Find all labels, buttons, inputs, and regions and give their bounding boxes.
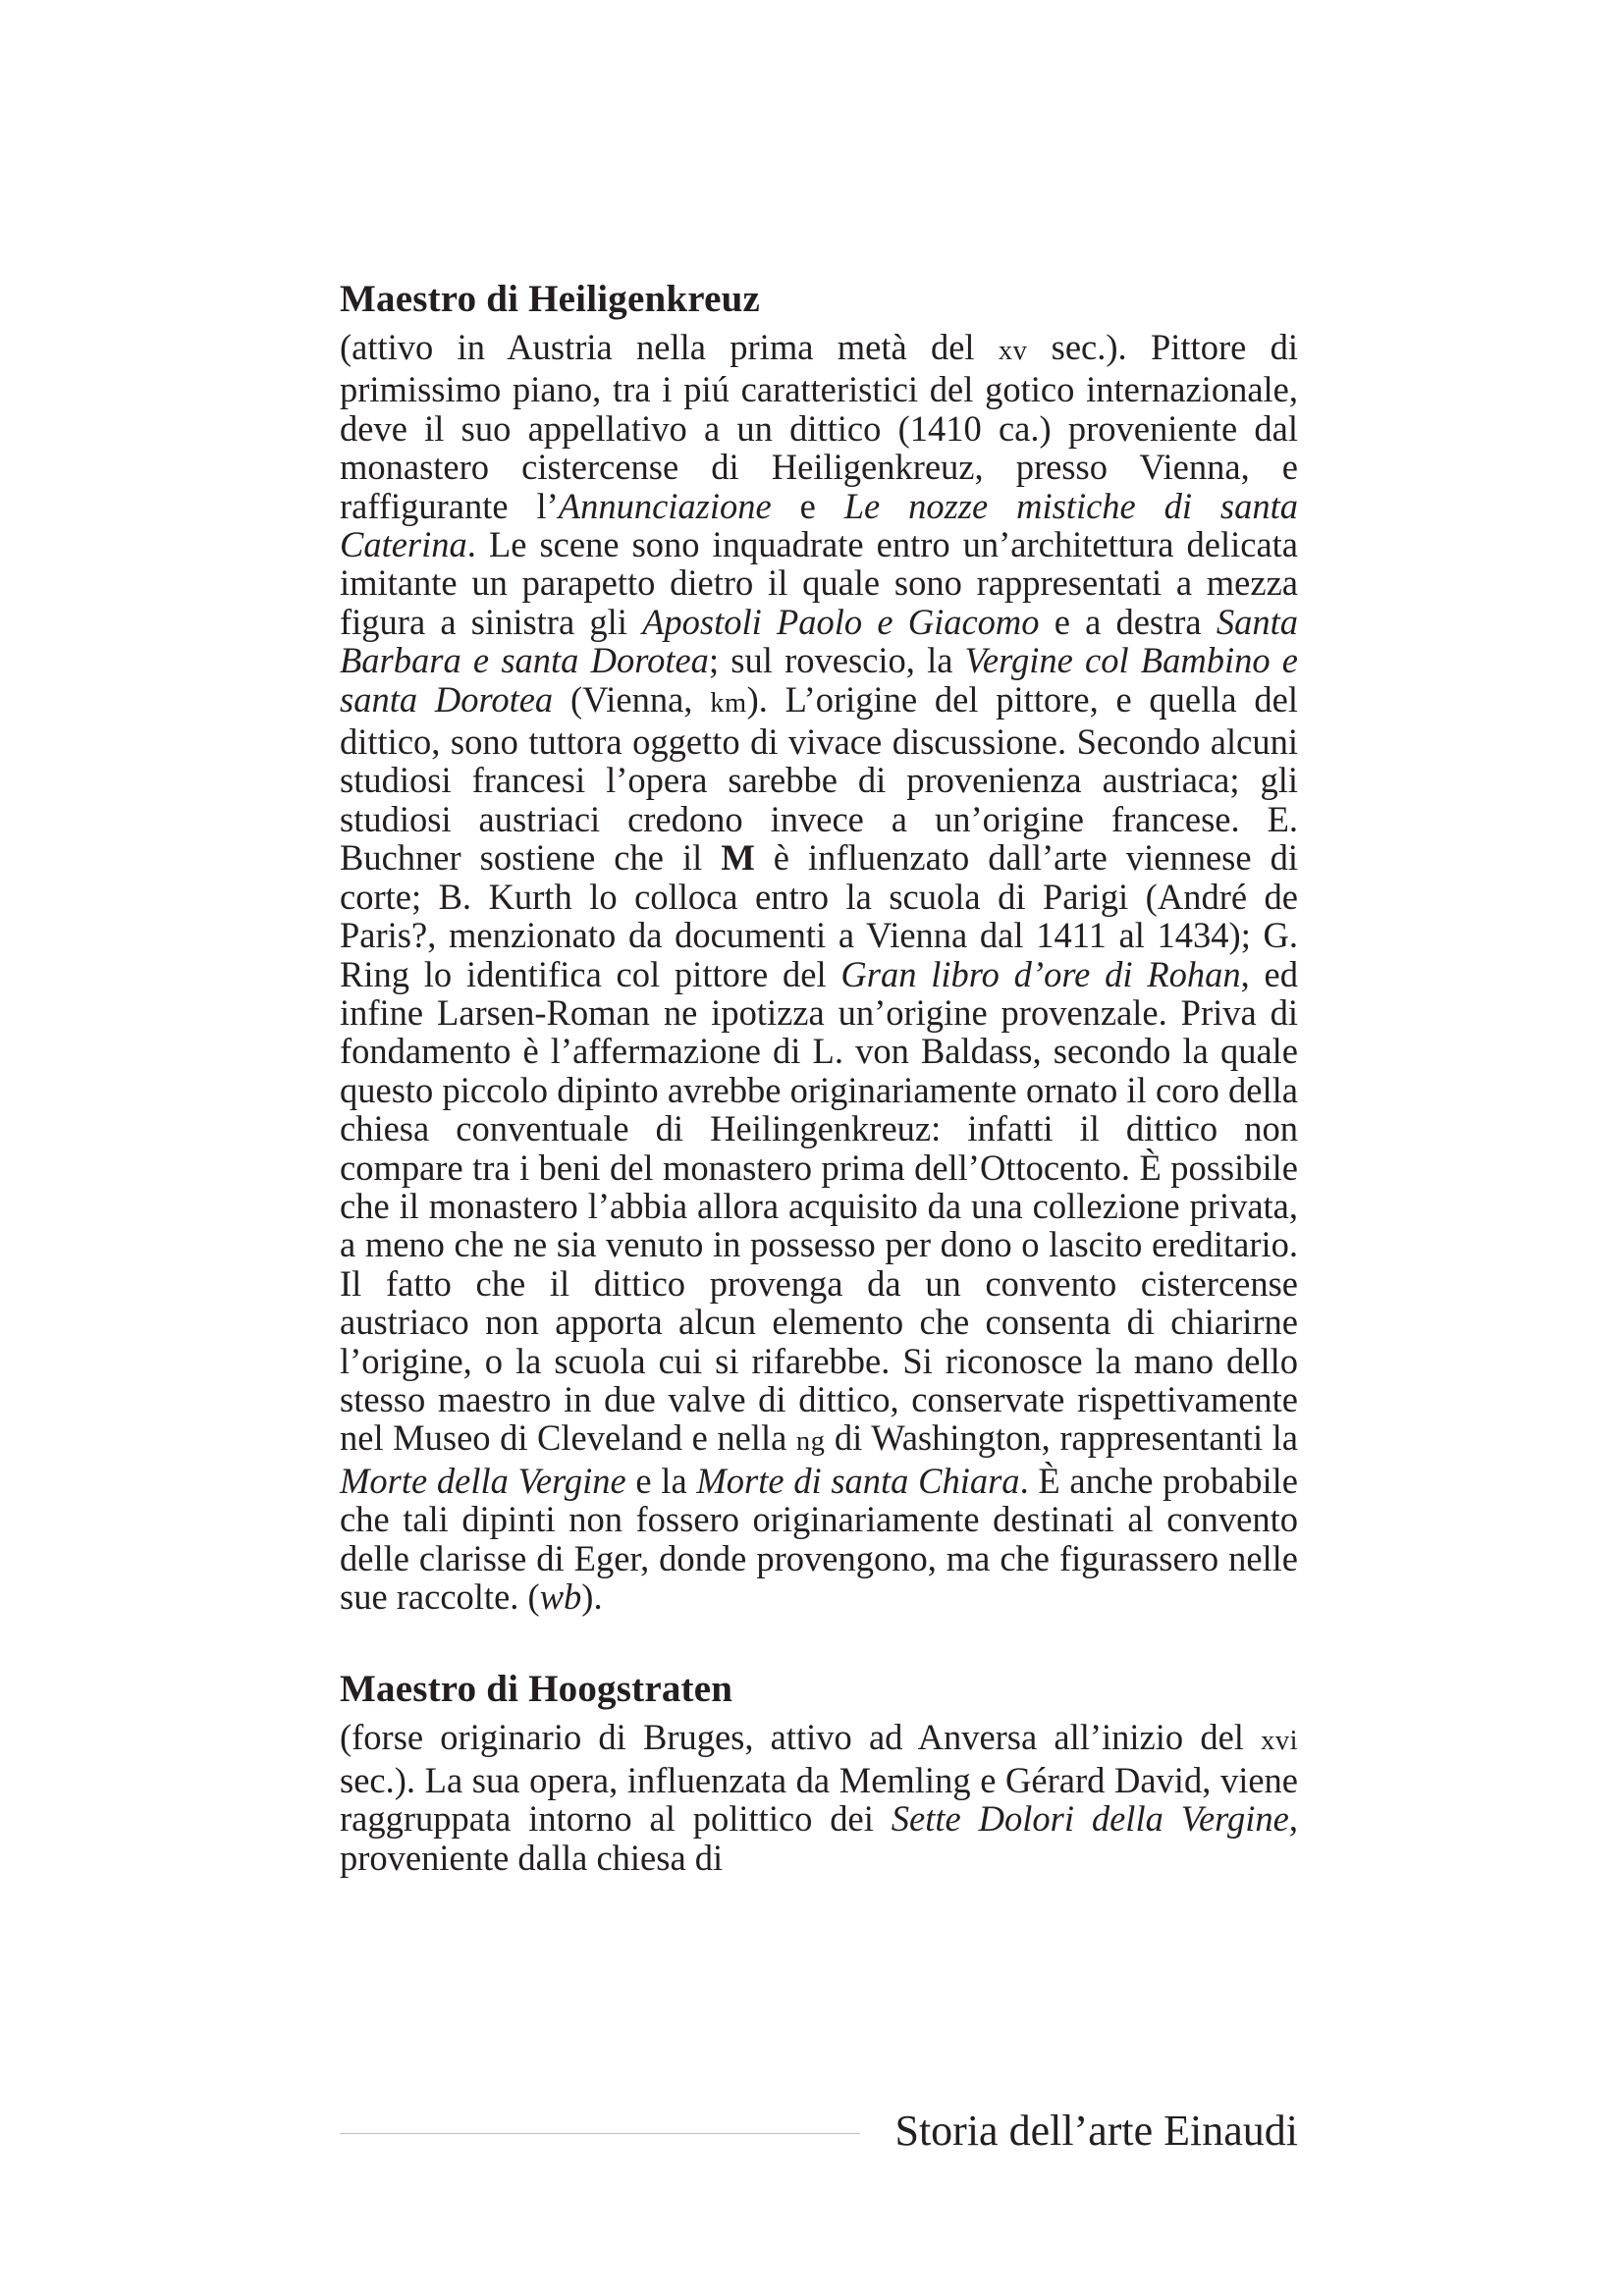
- text-run: Sette Dolori della Vergine: [891, 1798, 1289, 1840]
- text-run: ).: [581, 1576, 603, 1617]
- text-run: (Vienna,: [553, 678, 711, 720]
- text-run: (attivo in Austria nella prima metà del: [340, 327, 999, 367]
- text-run: Le nozze mistiche di santa Caterina: [340, 485, 1298, 565]
- text-run: km: [710, 687, 747, 719]
- text-run: è influenzato dall’arte viennese di corte; B. Kurth lo colloca entro la scuola di Parigi (André de Paris?, menzionato da documenti a Vienna dal 1411 al 1434); G. Ring lo identifica col pittore del: [340, 837, 1298, 994]
- page-content: [340, 275, 1298, 1877]
- text-run: Annunciazione: [558, 485, 772, 526]
- text-run: Santa Barbara e santa Dorotea: [340, 601, 1298, 681]
- text-run: di Washington, rappresentanti la: [825, 1417, 1298, 1459]
- entry-title: Maestro di Hoogstraten: [340, 1668, 733, 1711]
- text-run: . È anche probabile che tali dipinti non fossero originariamente destinati al convento delle clarisse di Eger, donde provengono, ma che figurassero nelle sue raccolte. (: [340, 1460, 1299, 1617]
- text-run: Vergine col Bambino e santa Dorotea: [340, 640, 1298, 720]
- text-run: (forse originario di Bruges, attivo ad Anversa all’inizio del: [340, 1717, 1262, 1758]
- text-run: e a destra: [1039, 601, 1217, 642]
- page-footer: [340, 2104, 1298, 2163]
- text-run: Apostoli Paolo e Giacomo: [642, 601, 1040, 642]
- text-run: xv: [998, 336, 1028, 366]
- text-run: ). L’origine del pittore, e quella del dittico, sono tuttora oggetto di vivace discussione. Secondo alcuni studiosi francesi l’opera sarebbe di provenienza austriaca; gli studiosi austriaci credono invece a un’origine francese. E. Buchner sostiene che il: [340, 678, 1298, 879]
- entry-title: Maestro di Heiligenkreuz: [340, 278, 760, 320]
- text-run: Morte di santa Chiara: [696, 1460, 1020, 1501]
- text-run: Gran libro d’ore di Rohan: [840, 953, 1241, 994]
- text-run: wb: [539, 1576, 582, 1617]
- text-run: M: [721, 837, 755, 879]
- entry-heiligenkreuz: [340, 275, 1298, 1616]
- entry-hoogstraten: [340, 1665, 1298, 1877]
- text-run: sec.). La sua opera, influenzata da Memling e Gérard David, viene raggruppata intorno al polittico dei: [340, 1759, 1298, 1840]
- text-run: sec.). Pittore di primissimo piano, tra i piú caratteristici del gotico internazionale, deve il suo appellativo a un dittico (1410 ca.) proveniente dal monastero cistercense di Heiligenkreuz, presso Vienna, e raffigurante l’: [340, 327, 1299, 526]
- footer-rule: [340, 2133, 860, 2134]
- text-run: ng: [795, 1426, 826, 1458]
- entry-body: [340, 1718, 1298, 1877]
- text-run: xvi: [1261, 1726, 1298, 1757]
- entry-body: [340, 328, 1298, 1616]
- text-run: , ed infine Larsen-Roman ne ipotizza un’origine provenzale. Priva di fondamento è l’affermazione di L. von Baldass, secondo la quale questo piccolo dipinto avrebbe originariamente ornato il coro della chiesa conventuale di Heilingenkreuz: infatti il dittico non compare tra i beni del monastero prima dell’Ottocento. È possibile che il monastero l’abbia allora acquisito da una collezione privata, a meno che ne sia venuto in possesso per dono o lascito ereditario. Il fatto che il dittico provenga da un convento cistercense austriaco non apporta alcun elemento che consenta di chiarirne l’origine, o la scuola cui si rifarebbe. Si riconosce la mano dello stesso maestro in due valve di dittico, conservate rispettivamente nel Museo di Cleveland e nella: [340, 953, 1298, 1459]
- text-run: . Le scene sono inquadrate entro un’architettura delicata imitante un parapetto dietro il quale sono rappresentati a mezza figura a sinistra gli: [340, 524, 1298, 642]
- text-run: , proveniente dalla chiesa di: [340, 1798, 1299, 1878]
- text-run: e: [771, 485, 844, 526]
- text-run: Morte della Vergine: [340, 1460, 626, 1501]
- footer-publisher-title: Storia dell’arte Einaudi: [894, 2107, 1298, 2155]
- text-run: e la: [625, 1460, 697, 1501]
- text-run: ; sul rovescio, la: [708, 640, 965, 681]
